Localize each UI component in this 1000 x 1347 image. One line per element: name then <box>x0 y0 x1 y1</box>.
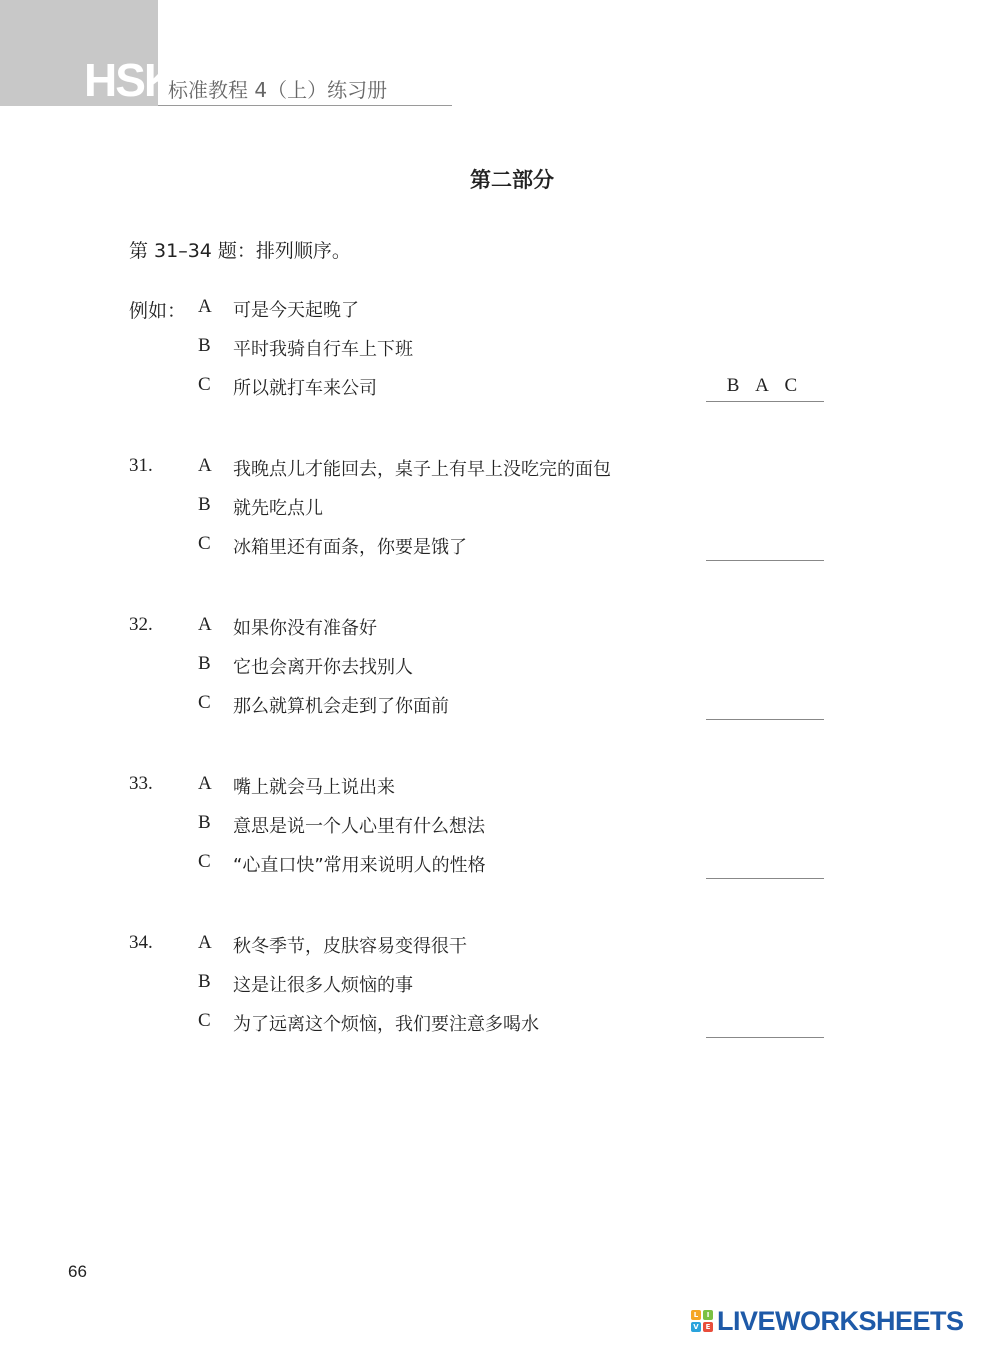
option-letter: B <box>198 653 211 674</box>
example-label: 例如： <box>129 300 187 322</box>
option-text: 秋冬季节，皮肤容易变得很干 <box>233 936 467 957</box>
question-number: 34. <box>129 932 153 953</box>
example-answer-line <box>706 401 824 402</box>
option-letter: B <box>198 494 211 515</box>
hsk-logo: HSK <box>84 54 176 106</box>
option-letter: C <box>198 851 211 872</box>
option-letter: A <box>198 773 212 794</box>
option-letter: C <box>198 533 211 554</box>
option-text: 我晚点儿才能回去，桌子上有早上没吃完的面包 <box>233 459 611 480</box>
answer-blank-33[interactable] <box>706 878 824 879</box>
option-text: 冰箱里还有面条，你要是饿了 <box>233 537 467 558</box>
section-title: 第二部分 <box>470 168 554 192</box>
option-text: 它也会离开你去找别人 <box>233 657 413 678</box>
option-text: 那么就算机会走到了你面前 <box>233 696 449 717</box>
question-number: 31. <box>129 455 153 476</box>
option-text: “心直口快”常用来说明人的性格 <box>233 855 486 876</box>
option-text: 就先吃点儿 <box>233 498 323 519</box>
question-number: 33. <box>129 773 153 794</box>
option-text: 平时我骑自行车上下班 <box>233 339 413 360</box>
answer-blank-32[interactable] <box>706 719 824 720</box>
option-letter: C <box>198 692 211 713</box>
option-text: 所以就打车来公司 <box>233 378 377 399</box>
option-letter: B <box>198 971 211 992</box>
option-letter: A <box>198 455 212 476</box>
option-text: 可是今天起晚了 <box>233 300 359 321</box>
book-title: 标准教程 4（上）练习册 <box>168 78 388 102</box>
option-letter: C <box>198 374 211 395</box>
header-divider <box>158 105 452 106</box>
option-letter: A <box>198 296 212 317</box>
option-text: 为了远离这个烦恼，我们要注意多喝水 <box>233 1014 539 1035</box>
logo-tile-v: V <box>691 1322 701 1332</box>
logo-tile-e: E <box>703 1322 713 1332</box>
brand-name: LIVEWORKSHEETS <box>717 1305 964 1336</box>
option-text: 意思是说一个人心里有什么想法 <box>233 816 485 837</box>
answer-blank-31[interactable] <box>706 560 824 561</box>
liveworksheets-icon <box>690 1309 714 1333</box>
option-letter: C <box>198 1010 211 1031</box>
liveworksheets-logo <box>690 1304 964 1338</box>
option-letter: A <box>198 614 212 635</box>
logo-tile-i: I <box>703 1310 713 1320</box>
answer-blank-34[interactable] <box>706 1037 824 1038</box>
option-text: 如果你没有准备好 <box>233 618 377 639</box>
option-letter: B <box>198 812 211 833</box>
question-number: 32. <box>129 614 153 635</box>
logo-tile-l: L <box>691 1310 701 1320</box>
option-letter: B <box>198 335 211 356</box>
option-text: 嘴上就会马上说出来 <box>233 777 395 798</box>
option-text: 这是让很多人烦恼的事 <box>233 975 413 996</box>
page-number: 66 <box>68 1262 87 1281</box>
option-letter: A <box>198 932 212 953</box>
instruction: 第 31–34 题：排列顺序。 <box>129 240 351 262</box>
example-answer: B A C <box>726 375 804 396</box>
